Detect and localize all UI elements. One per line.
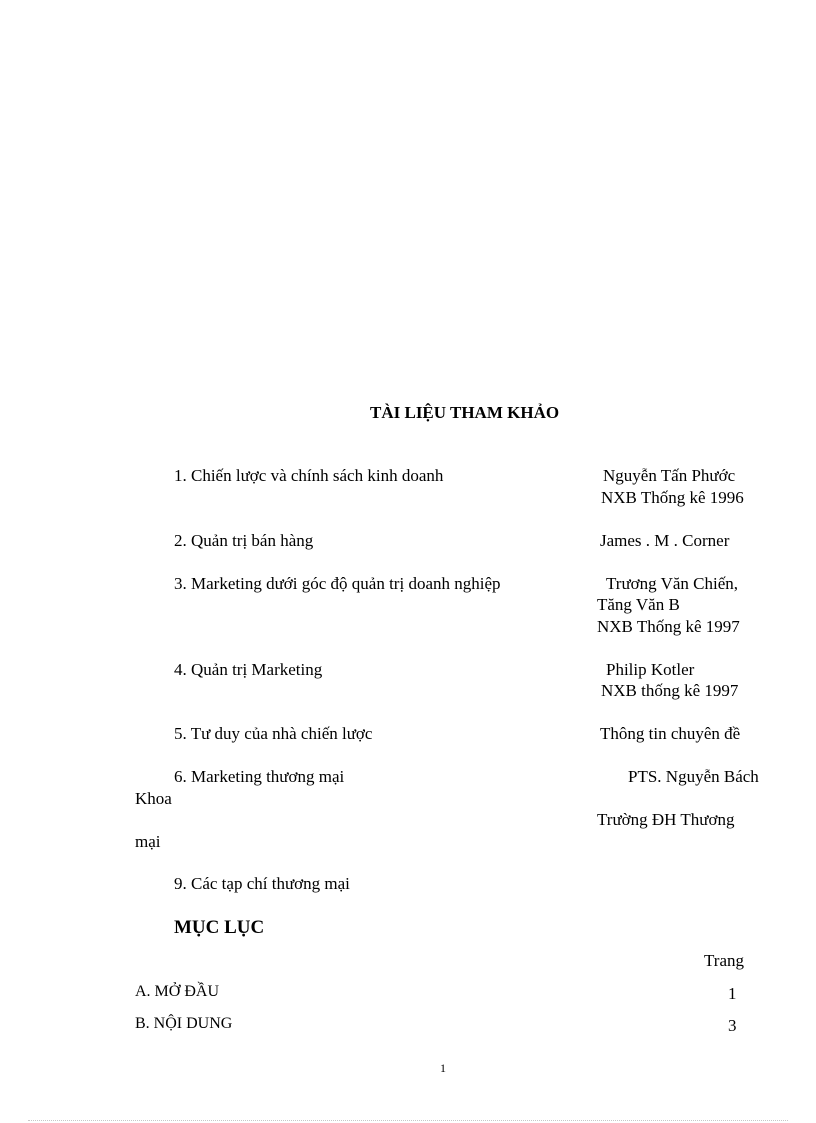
toc-entry-page-b: 3 (728, 1016, 737, 1035)
reference-title-9: 9. Các tạp chí thương mại (174, 874, 350, 893)
reference-author-3c: NXB Thống kê 1997 (597, 617, 740, 636)
toc-entry-label-b: B. NỘI DUNG (135, 1015, 233, 1032)
toc-page-header: Trang (704, 951, 744, 970)
references-title: TÀI LIỆU THAM KHẢO (370, 403, 560, 422)
reference-author-4b: NXB thống kê 1997 (601, 681, 739, 700)
reference-title-4: 4. Quản trị Marketing (174, 660, 323, 679)
reference-author-1b: NXB Thống kê 1996 (601, 488, 744, 507)
toc-entry-page-a: 1 (728, 984, 737, 1003)
reference-title-1: 1. Chiến lược và chính sách kinh doanh (174, 466, 444, 485)
page-number: 1 (440, 1061, 446, 1075)
reference-author-4a: Philip Kotler (606, 660, 695, 679)
reference-author-6d: mại (135, 832, 161, 851)
toc-entry-label-a: A. MỞ ĐẦU (135, 983, 219, 1000)
reference-title-5: 5. Tư duy của nhà chiến lược (174, 724, 373, 743)
reference-author-2a: James . M . Corner (600, 531, 730, 550)
reference-title-6: 6. Marketing thương mại (174, 767, 345, 786)
reference-author-5a: Thông tin chuyên đề (600, 724, 741, 743)
reference-author-6a: PTS. Nguyễn Bách (628, 767, 759, 786)
reference-author-3a: Trương Văn Chiến, (606, 574, 739, 593)
reference-author-3b: Tăng Văn B (597, 595, 680, 614)
reference-author-6c: Trường ĐH Thương (597, 810, 735, 829)
page-bottom-divider (28, 1120, 788, 1121)
reference-title-3: 3. Marketing dưới góc độ quản trị doanh nghiệp (174, 574, 501, 593)
reference-author-1a: Nguyễn Tấn Phước (603, 466, 736, 485)
toc-title: MỤC LỤC (174, 917, 265, 938)
reference-title-2: 2. Quản trị bán hàng (174, 531, 314, 550)
reference-author-6b: Khoa (135, 789, 172, 808)
